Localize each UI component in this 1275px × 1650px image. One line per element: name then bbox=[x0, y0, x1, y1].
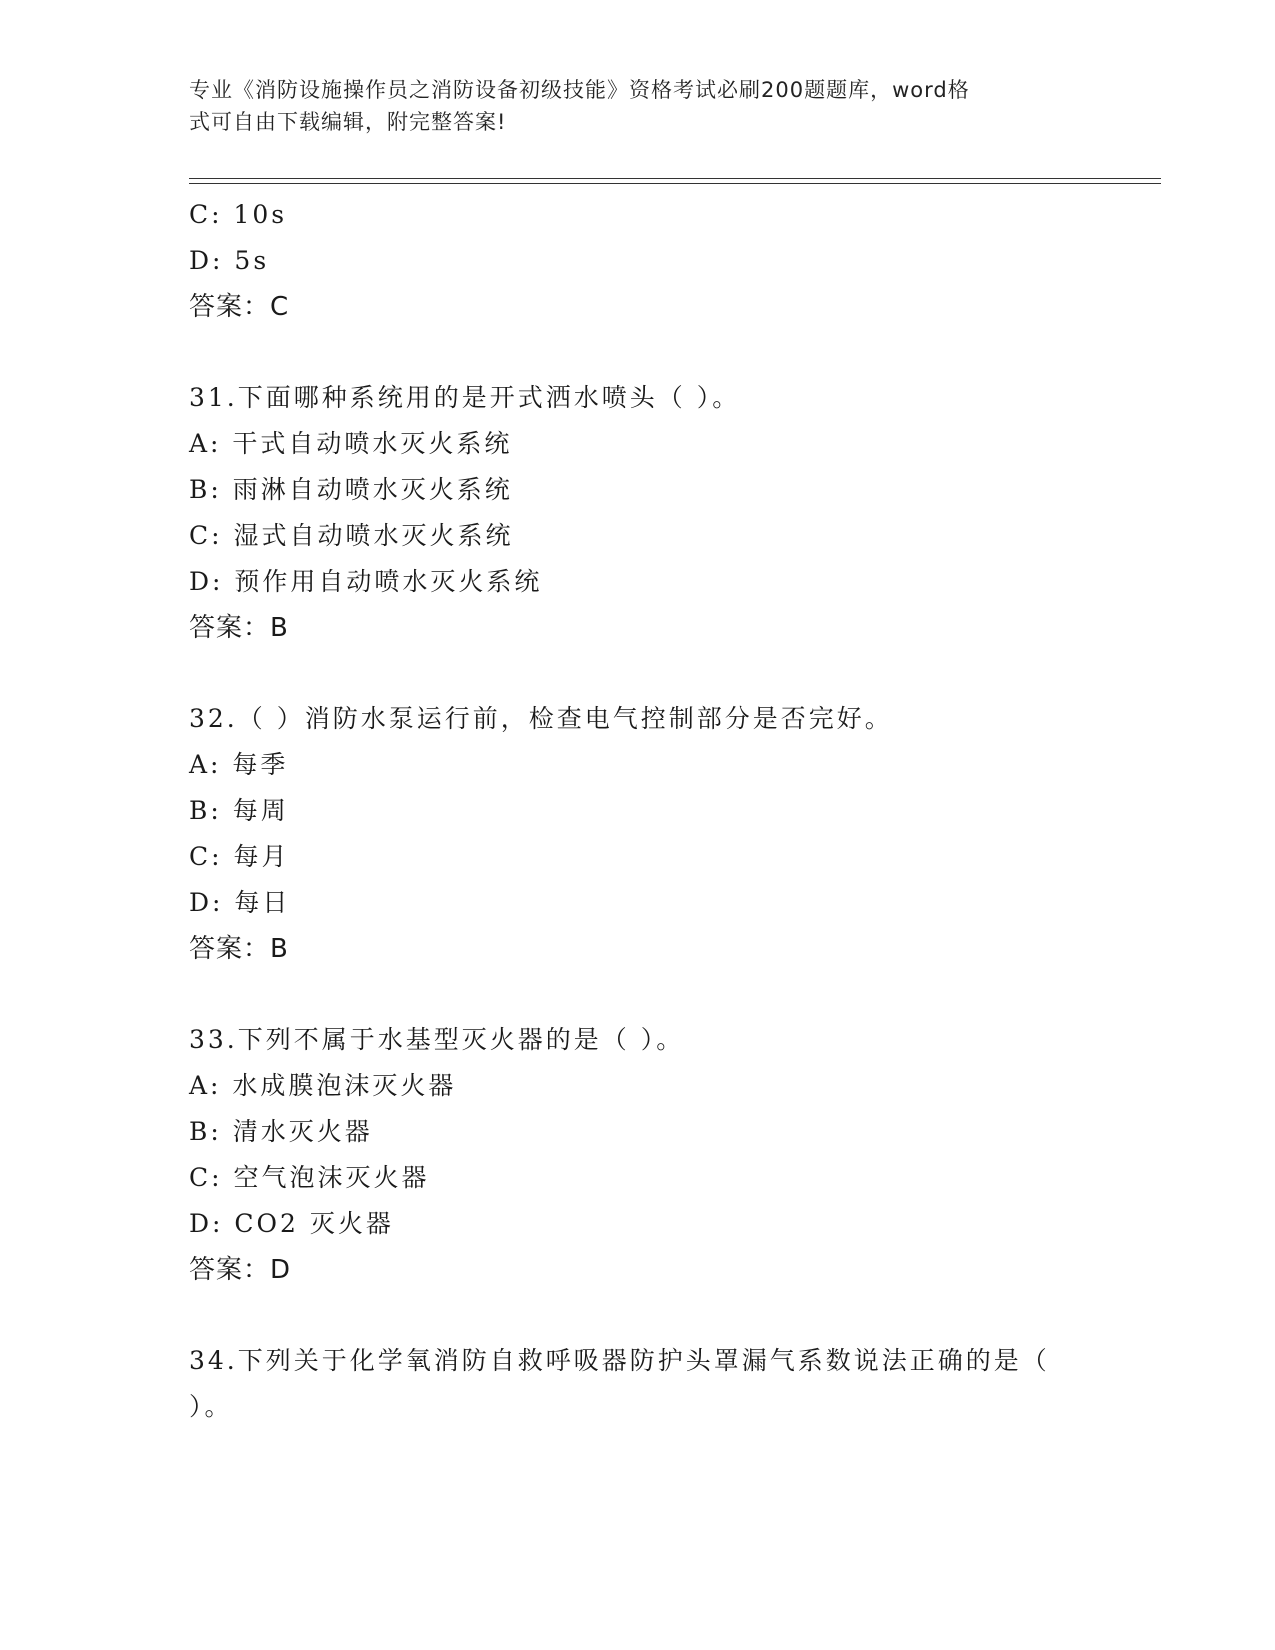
option-b: B: 清水灭火器 bbox=[189, 1117, 373, 1146]
question-stem: 33.下列不属于水基型灭火器的是（ ）。 bbox=[189, 1025, 685, 1054]
option-c: C: 湿式自动喷水灭火系统 bbox=[189, 521, 514, 550]
header-line-2: 式可自由下载编辑，附完整答案! bbox=[189, 110, 507, 134]
option-c: C: 10s bbox=[189, 200, 288, 229]
option-b: B: 每周 bbox=[189, 796, 289, 825]
option-d: D: 5s bbox=[189, 246, 270, 275]
question-list bbox=[189, 192, 1089, 1430]
question-stem-line-1: 34.下列关于化学氧消防自救呼吸器防护头罩漏气系数说法正确的是（ bbox=[189, 1346, 1050, 1375]
header-line-1: 专业《消防设施操作员之消防设备初级技能》资格考试必刷200题题库，word格 bbox=[189, 78, 970, 102]
spacer bbox=[189, 972, 1089, 1017]
spacer bbox=[189, 651, 1089, 696]
question-stem-line-2: ）。 bbox=[189, 1392, 233, 1421]
header-rule-bottom bbox=[189, 183, 1161, 184]
option-a: A: 干式自动喷水灭火系统 bbox=[189, 429, 513, 458]
option-a: A: 每季 bbox=[189, 750, 289, 779]
option-b: B: 雨淋自动喷水灭火系统 bbox=[189, 475, 513, 504]
option-a: A: 水成膜泡沫灭火器 bbox=[189, 1071, 457, 1100]
spacer bbox=[189, 1293, 1089, 1338]
option-c: C: 每月 bbox=[189, 842, 290, 871]
option-d: D: 预作用自动喷水灭火系统 bbox=[189, 567, 543, 596]
spacer bbox=[189, 330, 1089, 375]
answer-line: 答案：B bbox=[189, 934, 289, 964]
document-header bbox=[189, 74, 1069, 138]
answer-line: 答案：C bbox=[189, 292, 290, 322]
answer-line: 答案：D bbox=[189, 1255, 292, 1285]
question-stem: 32.（ ）消防水泵运行前，检查电气控制部分是否完好。 bbox=[189, 704, 893, 733]
question-stem: 31.下面哪种系统用的是开式洒水喷头（ ）。 bbox=[189, 383, 741, 412]
option-c: C: 空气泡沫灭火器 bbox=[189, 1163, 430, 1192]
answer-line: 答案：B bbox=[189, 613, 289, 643]
option-d: D: 每日 bbox=[189, 888, 291, 917]
header-rule-top bbox=[189, 178, 1161, 179]
option-d: D: CO2 灭火器 bbox=[189, 1209, 394, 1238]
